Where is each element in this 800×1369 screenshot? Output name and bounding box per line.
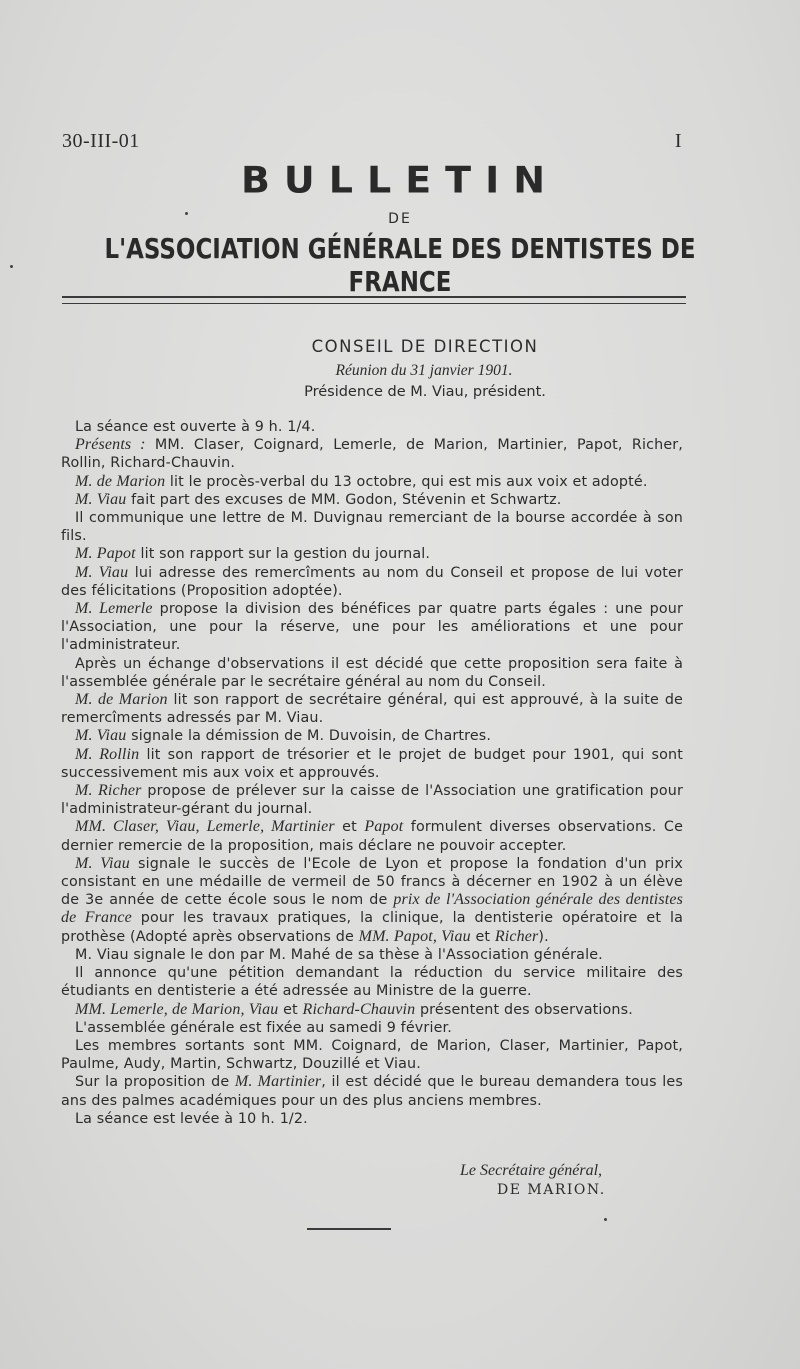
header-date: 30-III-01 bbox=[62, 130, 140, 152]
minutes-paragraph bbox=[61, 855, 683, 946]
paragraph-segment: prix de l'Association générale des dentistes de France bbox=[61, 891, 683, 927]
minutes-paragraph bbox=[61, 600, 683, 655]
paragraph-segment: signale la démission de M. Duvoisin, de Chartres. bbox=[126, 728, 492, 745]
paragraph-segment: M. Martinier bbox=[234, 1073, 322, 1091]
page-number: I bbox=[674, 130, 682, 152]
paragraph-segment: MM. Claser, Viau, Lemerle, Martinier bbox=[75, 818, 335, 836]
paper-speck bbox=[185, 212, 188, 215]
minutes-paragraph bbox=[61, 564, 683, 600]
paragraph-segment: Les membres sortants sont MM. Coignard, de Marion, Claser, Martinier, Papot, Paulme, Audy, Martin, Schwartz, Douzillé et Viau. bbox=[61, 1037, 683, 1073]
paragraph-segment: et bbox=[278, 1001, 303, 1018]
paragraph-segment: M. Lemerle bbox=[75, 600, 153, 618]
presidence-line: Présidence de M. Viau, président. bbox=[304, 384, 546, 400]
title-bulletin: BULLETIN bbox=[240, 159, 560, 201]
minutes-paragraph bbox=[61, 1073, 683, 1109]
paragraph-segment: MM. Claser, Coignard, Lemerle, de Marion, Martinier, Papot, Richer, Rollin, Richard-Chauvin. bbox=[61, 437, 684, 472]
end-rule bbox=[307, 1228, 391, 1230]
minutes-paragraph bbox=[61, 473, 683, 491]
paragraph-segment: lit le procès-verbal du 13 octobre, qui est mis aux voix et adopté. bbox=[165, 473, 648, 490]
section-heading: CONSEIL DE DIRECTION bbox=[311, 337, 539, 356]
paragraph-segment: et bbox=[334, 819, 365, 836]
paragraph-segment: M. Richer bbox=[75, 782, 142, 800]
paragraph-segment: Après un échange d'observations il est décidé que cette proposition sera faite à l'assemblée générale par le secrétaire général au nom du Conseil. bbox=[61, 655, 683, 690]
paragraph-segment: M. Viau signale le don par M. Mahé de sa thèse à l'Association générale. bbox=[75, 946, 603, 963]
minutes-paragraph bbox=[61, 655, 683, 691]
paragraph-segment: Papot bbox=[364, 818, 404, 836]
paragraph-segment: lui adresse des remercîments au nom du Conseil et propose de lui voter des félicitations (Proposition adoptée). bbox=[61, 564, 683, 599]
paragraph-segment: signale le succès de l'Ecole de Lyon et propose la fondation d'un prix consistant en une médaille de vermeil de 50 francs à décerner en 1902 à un élève de 3e année de cette école sous le nom de bbox=[61, 855, 683, 909]
paragraph-segment: propose de prélever sur la caisse de l'Association une gratification pour l'administrateur-gérant du journal. bbox=[61, 783, 684, 818]
paper-speck bbox=[10, 265, 13, 268]
paragraph-segment: M. de Marion bbox=[75, 691, 168, 709]
minutes-paragraph bbox=[61, 418, 683, 436]
paragraph-segment: L'assemblée générale est fixée au samedi 9 février. bbox=[75, 1019, 452, 1036]
minutes-paragraph bbox=[61, 691, 683, 727]
paragraph-segment: M. de Marion bbox=[75, 472, 166, 490]
minutes-paragraph bbox=[61, 964, 683, 1000]
paragraph-segment: M. Viau bbox=[75, 727, 127, 745]
title-rule bbox=[62, 296, 686, 304]
paragraph-segment: formulent diverses observations. Ce dernier remercie de la proposition, mais déclare ne pouvoir accepter. bbox=[61, 819, 684, 854]
minutes-paragraph bbox=[61, 727, 683, 745]
paragraph-segment: La séance est ouverte à 9 h. 1/4. bbox=[75, 419, 316, 435]
signature-role: Le Secrétaire général, bbox=[460, 1162, 603, 1179]
paragraph-segment: M. Viau bbox=[75, 854, 130, 872]
minutes-paragraph bbox=[61, 746, 683, 782]
minutes-paragraph bbox=[61, 436, 683, 472]
paragraph-segment: ). bbox=[538, 928, 549, 945]
paragraph-segment: propose la division des bénéfices par quatre parts égales : une pour l'Association, une pour la réserve, une pour les améliorations et une pour l'administrateur. bbox=[61, 601, 683, 654]
paragraph-segment: MM. Papot, Viau bbox=[358, 927, 471, 945]
title-association: L'ASSOCIATION GÉNÉRALE DES DENTISTES DE FRANCE bbox=[104, 232, 696, 298]
paragraph-segment: et bbox=[470, 928, 495, 945]
paragraph-segment: Il communique une lettre de M. Duvignau remerciant de la bourse accordée à son fils. bbox=[61, 510, 683, 545]
minutes-paragraph bbox=[61, 491, 683, 509]
paragraph-segment: M. Papot bbox=[75, 545, 136, 563]
paragraph-segment: présentent des observations. bbox=[415, 1001, 633, 1018]
paragraph-segment: La séance est levée à 10 h. 1/2. bbox=[75, 1110, 308, 1127]
paragraph-segment: pour les travaux pratiques, la clinique, la dentisterie opératoire et la prothèse (Adopté après observations de bbox=[61, 910, 683, 945]
minutes-paragraph bbox=[61, 818, 683, 854]
paragraph-segment: M. Viau bbox=[75, 563, 129, 581]
paragraph-segment: Présents : bbox=[75, 436, 146, 454]
minutes-paragraph bbox=[61, 1001, 683, 1019]
minutes-paragraph bbox=[61, 509, 683, 545]
paragraph-segment: Sur la proposition de bbox=[75, 1074, 235, 1091]
minutes-paragraph bbox=[61, 1110, 683, 1128]
paragraph-segment: MM. Lemerle, de Marion, Viau bbox=[75, 1000, 279, 1018]
paragraph-segment: Richer bbox=[494, 927, 539, 945]
signature-name: DE MARION. bbox=[497, 1182, 606, 1198]
minutes-paragraph bbox=[61, 946, 683, 964]
minutes-paragraph bbox=[61, 1037, 683, 1073]
paragraph-segment: M. Rollin bbox=[75, 745, 140, 763]
minutes-paragraph bbox=[61, 545, 683, 563]
paragraph-segment: , il est décidé que le bureau demandera tous les ans des palmes académiques pour un des plus anciens membres. bbox=[61, 1074, 683, 1109]
running-header bbox=[62, 130, 682, 153]
minutes-paragraph bbox=[61, 782, 683, 818]
meeting-date: Réunion du 31 janvier 1901. bbox=[335, 362, 513, 379]
minutes-body bbox=[61, 418, 683, 1128]
paragraph-segment: lit son rapport sur la gestion du journal. bbox=[135, 546, 431, 563]
title-de: DE bbox=[388, 211, 412, 227]
paragraph-segment: lit son rapport de trésorier et le projet de budget pour 1901, qui sont successivement mis aux voix et approuvés. bbox=[61, 746, 683, 781]
paper-speck bbox=[604, 1218, 607, 1221]
paragraph-segment: M. Viau bbox=[75, 490, 127, 508]
minutes-paragraph bbox=[61, 1019, 683, 1037]
paragraph-segment: Il annonce qu'une pétition demandant la réduction du service militaire des étudiants en dentisterie a été adressée au Ministre de la guerre. bbox=[61, 965, 683, 1000]
paragraph-segment: Richard-Chauvin bbox=[302, 1000, 416, 1018]
paragraph-segment: lit son rapport de secrétaire général, qui est approuvé, à la suite de remercîments adressés par M. Viau. bbox=[61, 692, 683, 727]
paragraph-segment: fait part des excuses de MM. Godon, Stévenin et Schwartz. bbox=[126, 491, 562, 508]
